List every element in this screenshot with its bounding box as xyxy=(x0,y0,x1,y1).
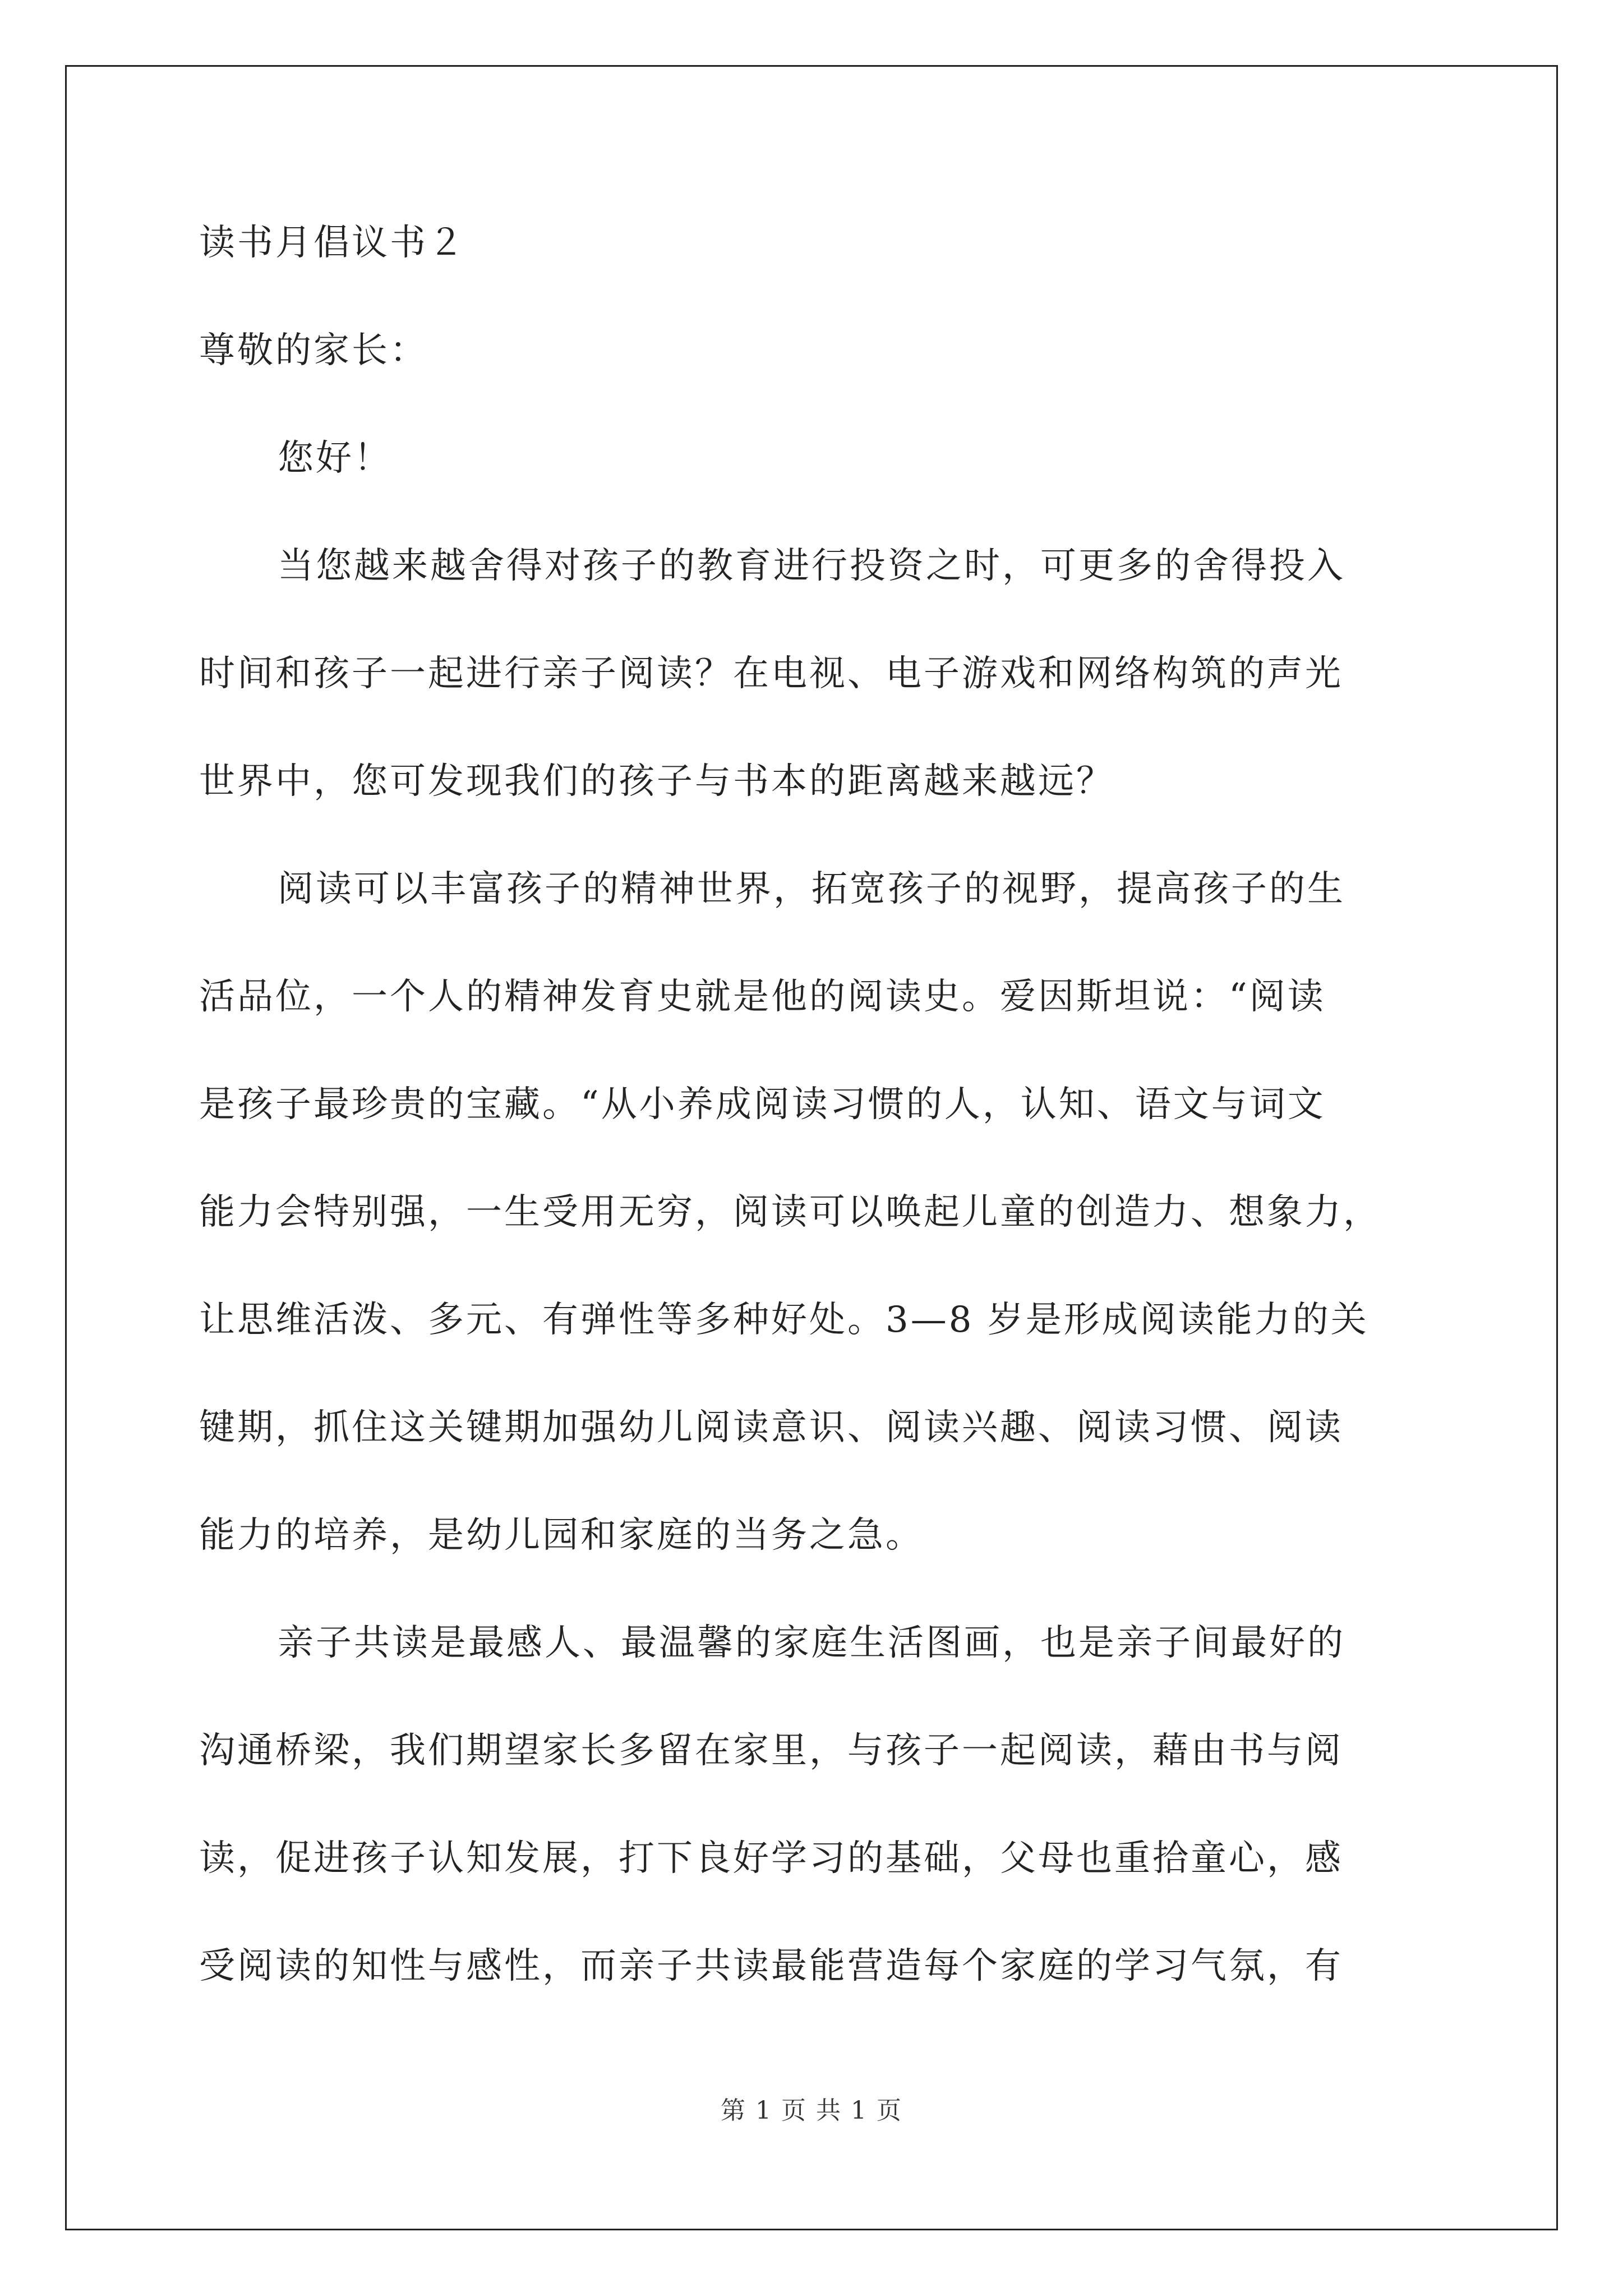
paragraph-line: 沟通桥梁，我们期望家长多留在家里，与孩子一起阅读，藉由书与阅 xyxy=(199,1730,1343,1772)
paragraph-line: 能力的培养，是幼儿园和家庭的当务之急。 xyxy=(199,1515,924,1556)
paragraph-line: 是孩子最珍贵的宝藏。“从小养成阅读习惯的人，认知、语文与词文 xyxy=(199,1084,1326,1125)
paragraph-line: 当您越来越舍得对孩子的教育进行投资之时，可更多的舍得投入 xyxy=(278,545,1345,587)
paragraph-line: 键期，抓住这关键期加强幼儿阅读意识、阅读兴趣、阅读习惯、阅读 xyxy=(199,1407,1343,1448)
paragraph-line: 阅读可以丰富孩子的精神世界，拓宽孩子的视野，提高孩子的生 xyxy=(278,868,1345,910)
document-title: 读书月倡议书２ xyxy=(199,222,466,264)
paragraph-line: 活品位，一个人的精神发育史就是他的阅读史。爱因斯坦说：“阅读 xyxy=(199,976,1326,1018)
paragraph-line: 读，促进孩子认知发展，打下良好学习的基础，父母也重拾童心，感 xyxy=(199,1838,1343,1879)
salutation: 尊敬的家长： xyxy=(199,330,428,371)
paragraph-line: 让思维活泼、多元、有弹性等多种好处。3—8 岁是形成阅读能力的关 xyxy=(199,1299,1369,1341)
paragraph-line: 世界中，您可发现我们的孩子与书本的距离越来越远？ xyxy=(199,761,1114,802)
paragraph-1 xyxy=(199,539,1455,808)
document-body xyxy=(199,216,1455,1993)
greeting: 您好！ xyxy=(278,438,392,479)
paragraph-line: 时间和孩子一起进行亲子阅读？在电视、电子游戏和网络构筑的声光 xyxy=(199,653,1343,694)
paragraph-2 xyxy=(199,862,1455,1562)
paragraph-line: 受阅读的知性与感性，而亲子共读最能营造每个家庭的学习气氛，有 xyxy=(199,1945,1343,1987)
paragraph-line: 亲子共读是最感人、最温馨的家庭生活图画，也是亲子间最好的 xyxy=(278,1622,1345,1664)
paragraph-3 xyxy=(199,1616,1455,1993)
paragraph-line: 能力会特别强，一生受用无穷，阅读可以唤起儿童的创造力、想象力， xyxy=(199,1191,1381,1233)
page-number-footer: 第 1 页 共 1 页 xyxy=(721,2096,902,2125)
